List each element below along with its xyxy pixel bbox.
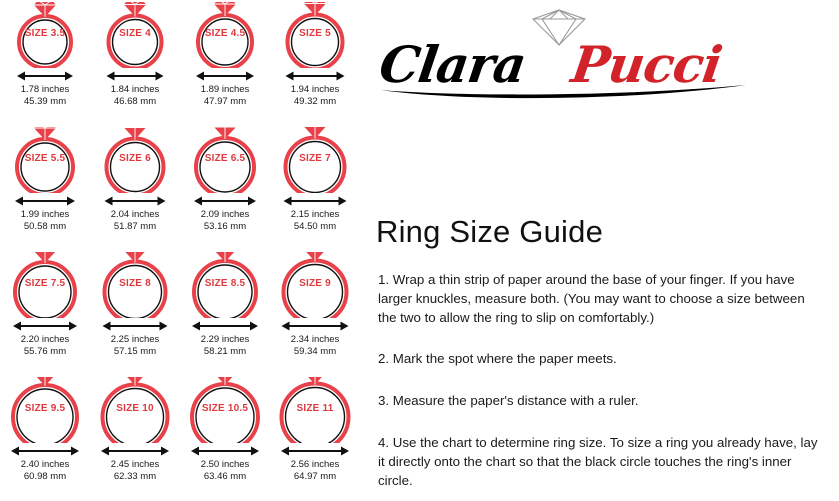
measurement-mm: 45.39 mm	[23, 95, 67, 107]
ring-illustration	[277, 377, 353, 443]
ring-size-label: SIZE 4.5	[204, 28, 246, 39]
ring-size-cell	[270, 125, 360, 250]
ring-measurements	[21, 459, 70, 482]
ring-size-label: SIZE 9.5	[24, 403, 66, 414]
ring-size-label: SIZE 3.5	[24, 28, 66, 39]
logo-underline-swoosh	[378, 82, 748, 100]
diameter-arrow	[6, 444, 84, 458]
ring-size-label: SIZE 8.5	[204, 278, 246, 289]
ring-size-label: SIZE 5	[299, 28, 331, 39]
ring-illustration	[277, 127, 353, 193]
ring-size-cell	[270, 375, 360, 500]
measurement-inches: 2.50 inches	[200, 459, 250, 470]
measurement-inches: 2.40 inches	[20, 459, 70, 470]
diameter-arrow	[96, 444, 174, 458]
diameter-arrow	[276, 319, 354, 333]
measurement-inches: 2.34 inches	[290, 334, 340, 345]
ring-illustration	[7, 252, 83, 318]
diameter-arrow	[186, 69, 264, 83]
guide-step-2: 2. Mark the spot where the paper meets.	[378, 351, 617, 367]
measurement-mm: 53.16 mm	[203, 220, 247, 232]
ring-size-cell	[180, 375, 270, 500]
ring-size-cell	[0, 375, 90, 500]
ring-measurements	[21, 209, 70, 232]
ring-size-label: SIZE 8	[119, 278, 151, 289]
diameter-arrow	[6, 194, 84, 208]
page-title: Ring Size Guide	[376, 213, 604, 249]
measurement-mm: 50.58 mm	[23, 220, 67, 232]
ring-measurements	[291, 334, 340, 357]
ring-size-cell	[0, 0, 90, 125]
measurement-inches: 2.09 inches	[200, 209, 250, 220]
ring-size-label: SIZE 4	[119, 28, 151, 39]
ring-size-cell	[90, 125, 180, 250]
diameter-arrow	[96, 194, 174, 208]
ring-size-cell	[180, 0, 270, 125]
ring-size-cell	[180, 250, 270, 375]
ring-size-chart	[0, 0, 360, 501]
measurement-mm: 55.76 mm	[23, 345, 67, 357]
ring-size-label: SIZE 5.5	[24, 153, 66, 164]
ring-measurements	[111, 209, 160, 232]
ring-measurements	[21, 334, 70, 357]
ring-illustration	[7, 377, 83, 443]
ring-illustration	[7, 2, 83, 68]
ring-size-label: SIZE 7	[299, 153, 331, 164]
ring-illustration	[187, 127, 263, 193]
ring-size-cell	[90, 250, 180, 375]
guide-step-3: 3. Measure the paper's distance with a ruler.	[378, 393, 639, 409]
ring-illustration	[97, 2, 173, 68]
ring-size-cell	[270, 250, 360, 375]
diameter-arrow	[186, 444, 264, 458]
ring-measurements	[111, 334, 160, 357]
measurement-mm: 58.21 mm	[203, 345, 247, 357]
ring-measurements	[291, 459, 340, 482]
ring-size-cell	[180, 125, 270, 250]
measurement-mm: 59.34 mm	[293, 345, 337, 357]
measurement-inches: 1.78 inches	[20, 84, 70, 95]
measurement-inches: 2.25 inches	[110, 334, 160, 345]
ring-size-label: SIZE 10.5	[201, 403, 249, 414]
ring-measurements	[291, 84, 340, 107]
measurement-mm: 60.98 mm	[23, 470, 67, 482]
diameter-arrow	[276, 444, 354, 458]
ring-size-label: SIZE 11	[296, 403, 334, 414]
ring-measurements	[111, 459, 160, 482]
ring-size-cell	[0, 125, 90, 250]
measurement-mm: 46.68 mm	[113, 95, 157, 107]
ring-size-cell	[270, 0, 360, 125]
measurement-inches: 1.99 inches	[20, 209, 70, 220]
ring-size-cell	[90, 0, 180, 125]
diameter-arrow	[96, 69, 174, 83]
ring-size-label: SIZE 7.5	[24, 278, 66, 289]
gem-icon	[124, 2, 146, 17]
diameter-arrow	[6, 69, 84, 83]
ring-size-cell	[90, 375, 180, 500]
diameter-arrow	[186, 319, 264, 333]
ring-illustration	[187, 2, 263, 68]
measurement-mm: 47.97 mm	[203, 95, 247, 107]
ring-illustration	[277, 252, 353, 318]
logo-text-pucci: Pucci	[567, 35, 726, 94]
ring-illustration	[97, 377, 173, 443]
ring-measurements	[111, 84, 160, 107]
ring-size-cell	[0, 250, 90, 375]
measurement-inches: 2.45 inches	[110, 459, 160, 470]
ring-size-label: SIZE 10	[116, 403, 154, 414]
gem-icon	[34, 2, 56, 17]
measurement-mm: 64.97 mm	[293, 470, 337, 482]
ring-size-label: SIZE 6	[119, 153, 151, 164]
diameter-arrow	[96, 319, 174, 333]
ring-illustration	[7, 127, 83, 193]
diameter-arrow	[276, 69, 354, 83]
measurement-inches: 2.56 inches	[290, 459, 340, 470]
measurement-mm: 63.46 mm	[203, 470, 247, 482]
ring-measurements	[21, 84, 70, 107]
ring-illustration	[187, 377, 263, 443]
ring-measurements	[291, 209, 340, 232]
ring-measurements	[201, 84, 250, 107]
measurement-inches: 2.29 inches	[200, 334, 250, 345]
logo-text-clara: Clara	[375, 35, 530, 94]
measurement-inches: 1.89 inches	[200, 84, 250, 95]
ring-illustration	[277, 2, 353, 68]
measurement-inches: 2.04 inches	[110, 209, 160, 220]
ring-measurements	[201, 334, 250, 357]
measurement-mm: 49.32 mm	[293, 95, 337, 107]
brand-logo	[374, 4, 774, 104]
measurement-inches: 2.15 inches	[290, 209, 340, 220]
measurement-mm: 57.15 mm	[113, 345, 157, 357]
diameter-arrow	[6, 319, 84, 333]
ring-size-label: SIZE 6.5	[204, 153, 246, 164]
gem-icon	[304, 2, 326, 16]
measurement-inches: 1.94 inches	[290, 84, 340, 95]
ring-size-label: SIZE 9	[299, 278, 331, 289]
ring-measurements	[201, 209, 250, 232]
guide-step-1: 1. Wrap a thin strip of paper around the base of your finger. If you have larger knuckles, measure both. (You may want to choose a size between the two to allow the ring to slip on comfortably.)	[378, 272, 805, 326]
measurement-mm: 51.87 mm	[113, 220, 157, 232]
guide-step-4: 4. Use the chart to determine ring size. To size a ring you already have, lay it directly onto the chart so that the black circle touches the ring's inner circle.	[378, 435, 818, 489]
diameter-arrow	[186, 194, 264, 208]
measurement-mm: 62.33 mm	[113, 470, 157, 482]
ring-measurements	[201, 459, 250, 482]
measurement-inches: 2.20 inches	[20, 334, 70, 345]
measurement-mm: 54.50 mm	[293, 220, 337, 232]
ring-illustration	[97, 127, 173, 193]
ring-illustration	[97, 252, 173, 318]
diameter-arrow	[276, 194, 354, 208]
ring-illustration	[187, 252, 263, 318]
gem-icon	[214, 2, 236, 16]
measurement-inches: 1.84 inches	[110, 84, 160, 95]
guide-panel	[366, 0, 839, 501]
